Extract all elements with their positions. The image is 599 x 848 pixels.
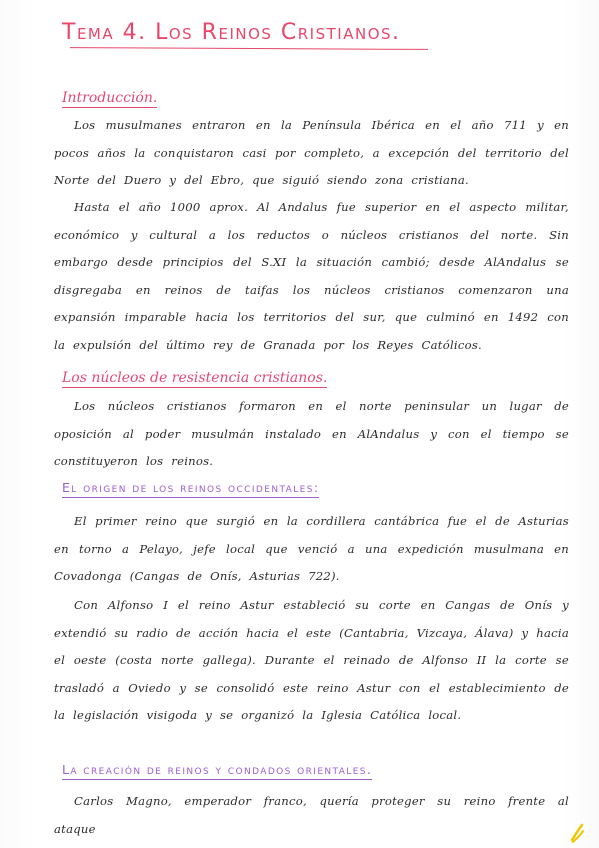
paragraph-intro-1 xyxy=(54,112,569,195)
page-title: Tema 4. Los Reinos Cristianos. xyxy=(62,20,401,45)
page-corner-mark xyxy=(568,822,586,844)
paragraph-origen-2-text: Con Alfonso I el reino Astur estableció su corte en Cangas de Onís y extendió su radio de acción hacia el este (Cantabria, Vizcaya, Álava) y hacia el oeste (costa norte gallega). Durante el reinado de Alfonso II la corte se trasladó a Oviedo y se consolidó este reino Astur con el establecimiento de la legislación visigoda y se organizó la Iglesia Católica local. xyxy=(54,598,569,722)
heading-origen xyxy=(62,478,319,498)
heading-nucleos-text: Los núcleos de resistencia cristianos. xyxy=(62,370,328,386)
heading-creacion-text: La creación de reinos y condados orientales. xyxy=(62,762,372,780)
heading-introduccion-text: Introducción. xyxy=(62,90,158,106)
paragraph-intro-1-text: Los musulmanes entraron en la Península Ibérica en el año 711 y en pocos años la conquistaron casi por completo, a excepción del territorio del Norte del Duero y del Ebro, que siguió siendo zona cristiana. xyxy=(54,118,569,187)
paragraph-nucleos-1-text: Los núcleos cristianos formaron en el norte peninsular un lugar de oposición al poder musulmán instalado en AlAndalus y con el tiempo se constituyeron los reinos. xyxy=(54,399,569,468)
heading-creacion xyxy=(62,760,372,780)
paragraph-nucleos-1 xyxy=(54,393,569,476)
paragraph-intro-2 xyxy=(54,194,569,359)
paragraph-intro-2-text: Hasta el año 1000 aprox. Al Andalus fue superior en el aspecto militar, económico y cultural a los reductos o núcleos cristianos del norte. Sin embargo desde principios del S.XI la situación cambió; desde AlAndalus se disgregaba en reinos de taifas los núcleos cristianos comenzaron una expansión imparable hacia los territorios del sur, que culminó en 1492 con la expulsión del último rey de Granada por los Reyes Católicos. xyxy=(54,200,569,352)
paragraph-creacion-1 xyxy=(54,788,569,843)
heading-nucleos xyxy=(62,368,327,388)
corner-highlight-icon xyxy=(568,822,586,844)
paragraph-origen-2 xyxy=(54,592,569,730)
paragraph-origen-1-text: El primer reino que surgió en la cordillera cantábrica fue el de Asturias en torno a Pelayo, jefe local que venció a una expedición musulmana en Covadonga (Cangas de Onís, Asturias 722). xyxy=(54,514,569,583)
heading-introduccion xyxy=(62,88,157,108)
heading-origen-text: El origen de los reinos occidentales: xyxy=(62,480,319,498)
paragraph-creacion-1-text: Carlos Magno, emperador franco, quería proteger su reino frente al ataque xyxy=(54,794,569,836)
paragraph-origen-1 xyxy=(54,508,569,591)
